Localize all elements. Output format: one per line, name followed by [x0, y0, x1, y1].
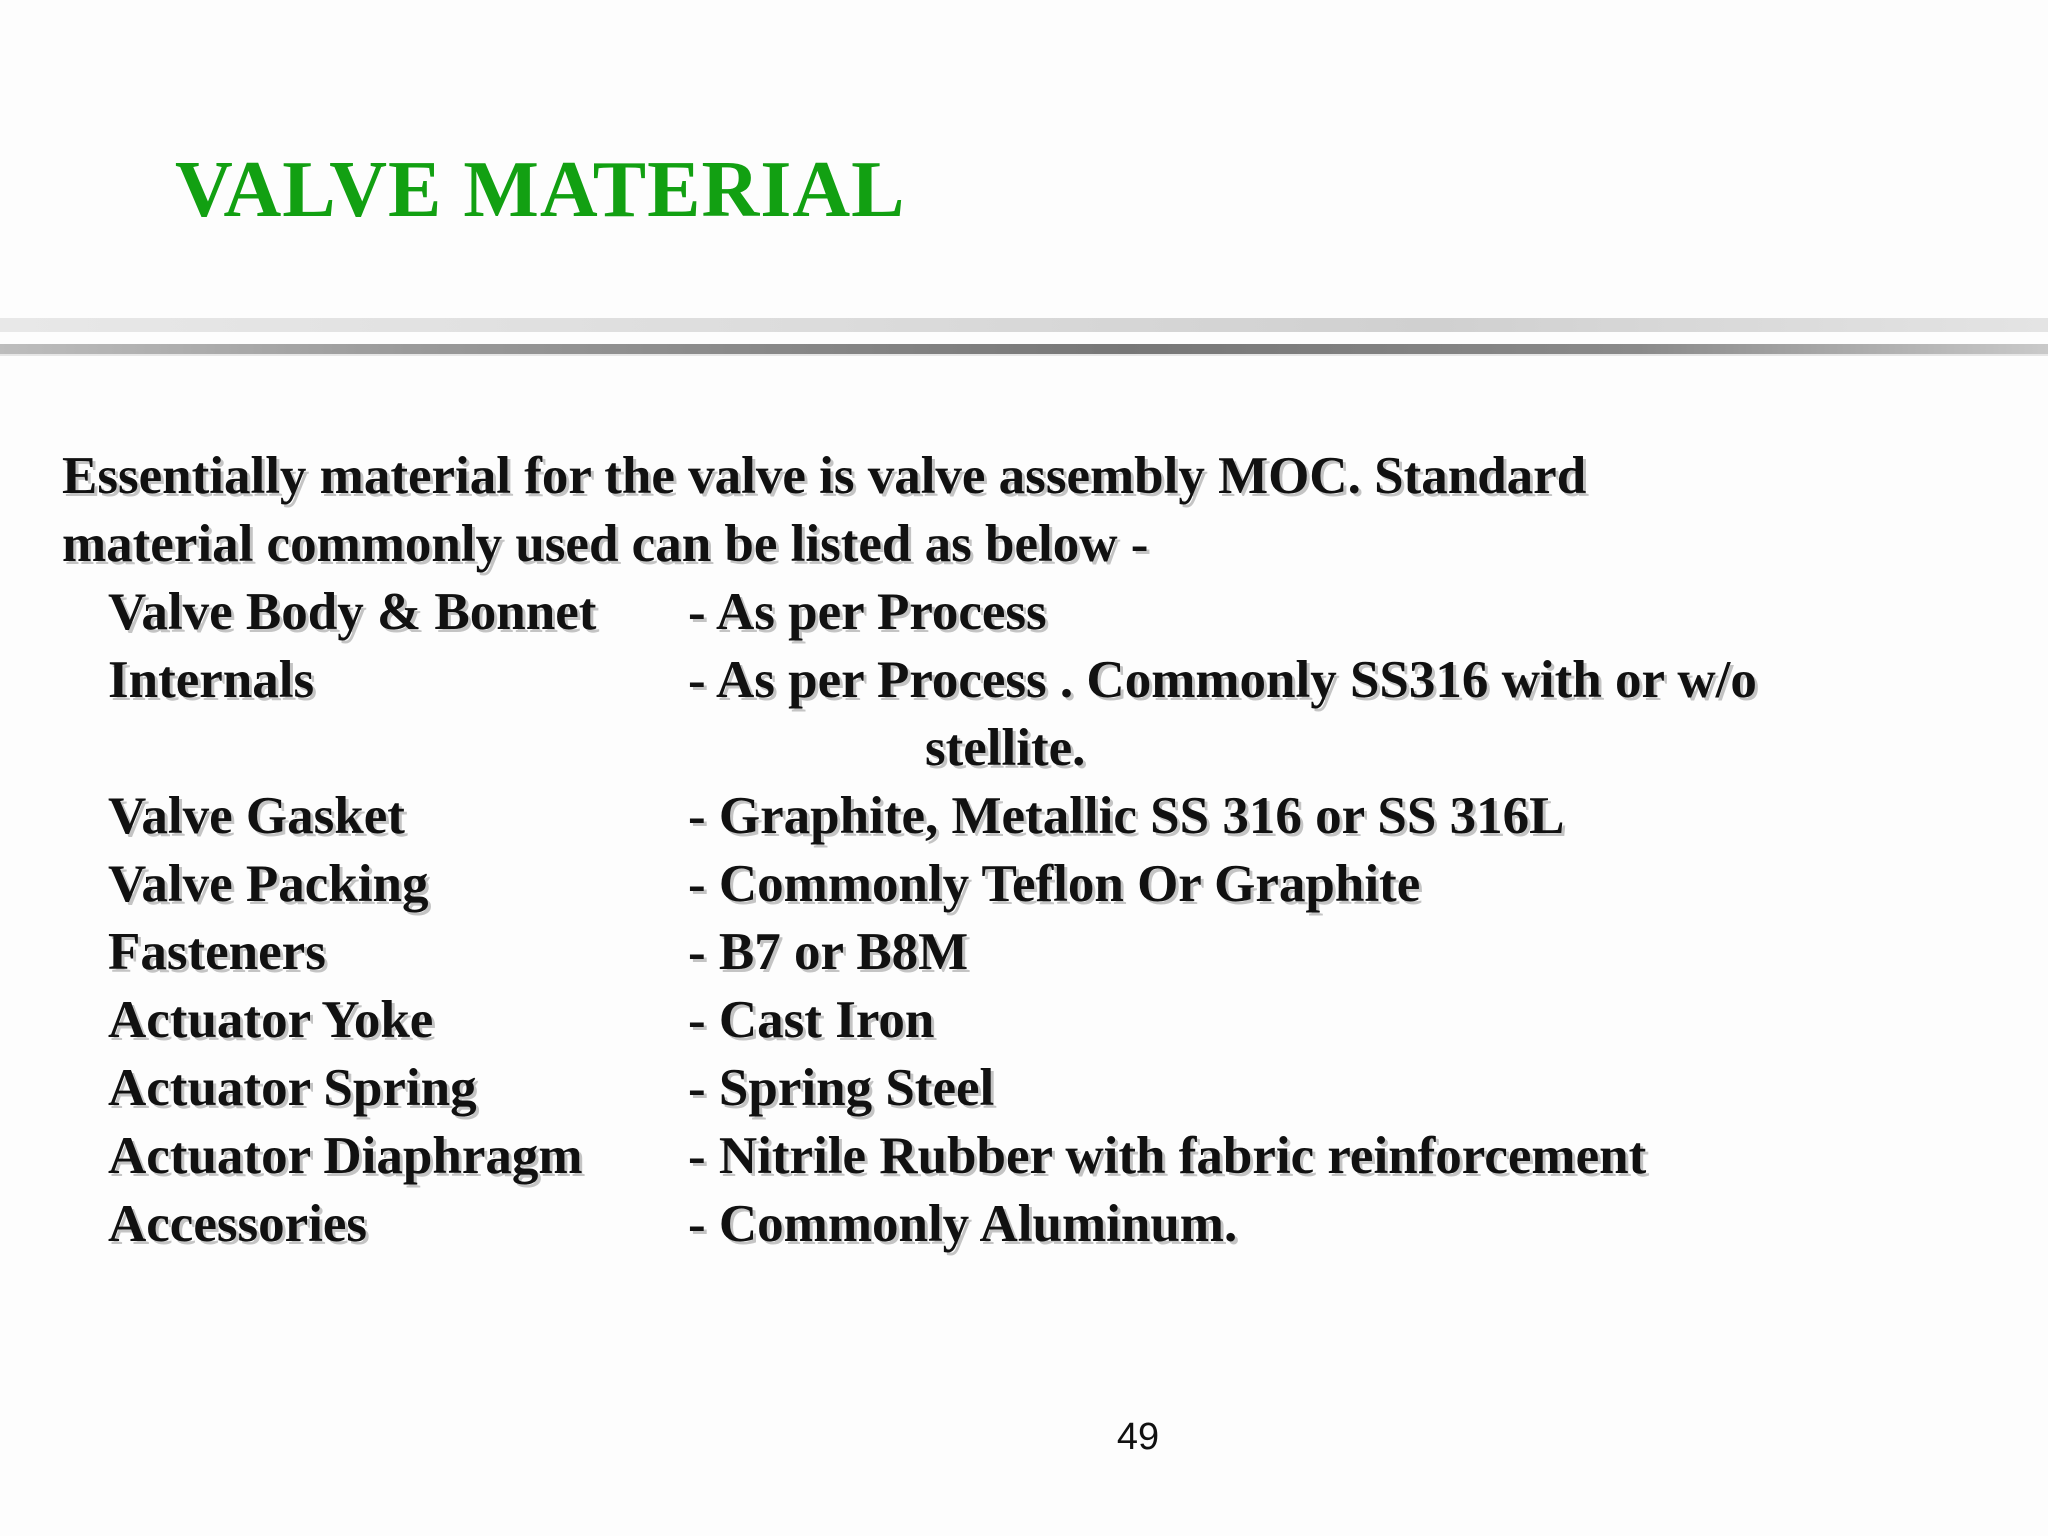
component-label: Actuator Diaphragm	[108, 1127, 583, 1185]
material-value: - As per Process . Commonly SS316 with or w/o	[688, 651, 1757, 709]
component-label: Internals	[108, 651, 315, 709]
page-number: 49	[1116, 1416, 1160, 1458]
material-row-valve-body-bonnet	[0, 583, 2048, 646]
material-row-accessories	[0, 1195, 2048, 1258]
material-row-fasteners	[0, 923, 2048, 986]
material-row-valve-packing	[0, 855, 2048, 918]
material-value-continuation: stellite.	[925, 719, 1086, 777]
title-divider-dark	[0, 344, 2048, 354]
intro-line-1: Essentially material for the valve is valve assembly MOC. Standard	[62, 447, 1587, 505]
component-label: Valve Body & Bonnet	[108, 583, 597, 641]
material-value: - Commonly Aluminum.	[688, 1195, 1238, 1253]
material-value: - As per Process	[688, 583, 1047, 641]
material-row-actuator-diaphragm	[0, 1127, 2048, 1190]
slide-title: VALVE MATERIAL	[175, 146, 906, 234]
material-row-valve-gasket	[0, 787, 2048, 850]
material-value: - Spring Steel	[688, 1059, 995, 1117]
material-value: - B7 or B8M	[688, 923, 969, 981]
component-label: Actuator Yoke	[108, 991, 434, 1049]
component-label: Valve Gasket	[108, 787, 405, 845]
component-label: Accessories	[108, 1195, 367, 1253]
material-value: - Commonly Teflon Or Graphite	[688, 855, 1421, 913]
component-label: Valve Packing	[108, 855, 429, 913]
material-value: - Graphite, Metallic SS 316 or SS 316L	[688, 787, 1565, 845]
material-value: - Nitrile Rubber with fabric reinforcement	[688, 1127, 1647, 1185]
material-value: - Cast Iron	[688, 991, 935, 1049]
component-label: Fasteners	[108, 923, 326, 981]
material-row-actuator-yoke	[0, 991, 2048, 1054]
material-row-internals	[0, 651, 2048, 714]
intro-line-2: material commonly used can be listed as below -	[62, 515, 1149, 573]
title-divider-highlight	[0, 354, 2048, 356]
material-row-actuator-spring	[0, 1059, 2048, 1122]
title-divider-light	[0, 318, 2048, 332]
component-label: Actuator Spring	[108, 1059, 477, 1117]
